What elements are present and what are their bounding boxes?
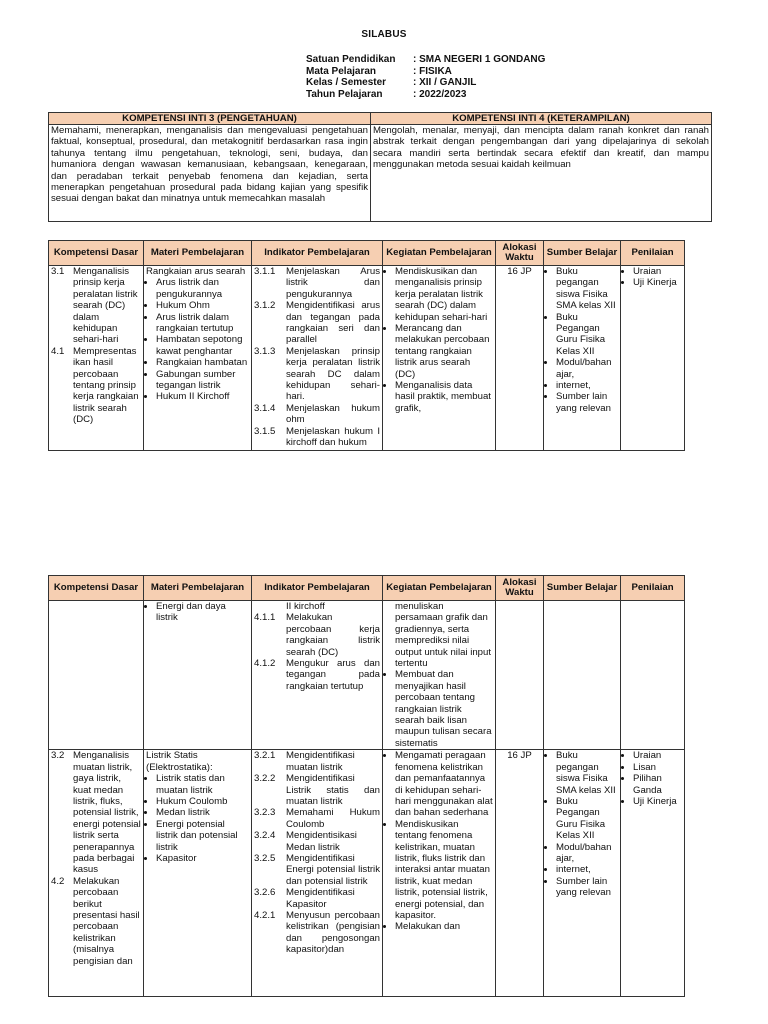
meta-value-tahun: : 2022/2023 [413, 88, 467, 100]
indikator-item: 4.2.1 Menyusun percobaan kelistrikan (pengisian dan pengosongan kapasitor)dan [254, 909, 380, 956]
header-materi: Materi Pembelajaran [144, 241, 252, 266]
indikator-item: 3.2.6 Mengidentifikasi Kapasitor [254, 887, 355, 910]
materi-item: • Energi dan daya listrik [156, 601, 249, 624]
alokasi-cell: 16 JP [496, 266, 544, 451]
materi-cell [144, 601, 252, 750]
penilaian-item: • Uji Kinerja [633, 277, 682, 288]
silabus-table-1 [48, 240, 685, 451]
kegiatan-continued: menuliskan persamaan grafik dan gradiennya, serta memprediksi nilai output untuk nilai input tertentu [395, 601, 492, 670]
kegiatan-cell [383, 266, 496, 451]
penilaian-cell [621, 266, 685, 451]
materi-item: • Medan listrik [156, 807, 249, 818]
materi-intro: Listrik Statis (Elektrostatika): [146, 750, 213, 773]
sumber-item: • internet, [556, 864, 618, 875]
materi-item: • Hukum Ohm [156, 300, 249, 311]
alokasi-cell [496, 601, 544, 750]
indikator-cell [252, 601, 383, 750]
materi-item: • Gabungan sumber tegangan listrik [156, 369, 249, 392]
materi-item: • Hukum Coulomb [156, 796, 249, 807]
materi-cell [144, 266, 252, 451]
meta-value-mapel: : FISIKA [413, 65, 452, 77]
header-indikator: Indikator Pembelajaran [252, 576, 383, 601]
kegiatan-item: • Melakukan dan [395, 921, 493, 932]
ki4-header: KOMPETENSI INTI 4 (KETERAMPILAN) [371, 113, 712, 125]
kd-item: 3.1 Menganalisis prinsip kerja peralatan listrik searah (DC) dalam kehidupan sehari-hari [51, 266, 138, 346]
indikator-item: 3.2.2 Mengidentifikasi Listrik statis dan muatan listrik [254, 773, 380, 807]
penilaian-cell [621, 601, 685, 750]
header-alokasi: Alokasi Waktu [496, 576, 544, 601]
materi-item: • Kapasitor [156, 853, 249, 864]
sumber-cell [544, 601, 621, 750]
sumber-item: • Sumber lain yang relevan [556, 391, 618, 414]
header-sumber: Sumber Belajar [544, 241, 621, 266]
meta-key-tahun: Tahun Pelajaran [306, 88, 383, 100]
sumber-item: • Buku pegangan siswa Fisika SMA kelas XII [556, 750, 618, 796]
indikator-item: 3.2.1 Mengidentifikasi muatan listrik [254, 750, 355, 773]
indikator-item: 3.2.3 Memahami Hukum Coulomb [254, 807, 380, 830]
kegiatan-item: • Membuat dan menyajikan hasil percobaan tentang rangkaian listrik searah baik lisan maupun tulisan secara sistematis [395, 669, 493, 749]
sumber-cell [544, 750, 621, 997]
materi-item: • Rangkaian hambatan [156, 357, 249, 368]
penilaian-item: • Uji Kinerja [633, 796, 682, 807]
kd-item: 3.2 Menganalisis muatan listrik, gaya listrik, kuat medan listrik, fluks, potensial listrik, energi potensial listrik serta penerapannya pada berbagai kasus [51, 750, 141, 876]
header-kegiatan: Kegiatan Pembelajaran [383, 576, 496, 601]
penilaian-item: • Uraian [633, 750, 682, 761]
ki4-text: Mengolah, menalar, menyaji, dan mencipta dalam ranah konkret dan ranah abstrak terkait dengan pengembangan dari yang dipelajarinya di sekolah secara mandiri serta bertindak secara efektif dan kreatif, dan mampu menggunakan metoda sesuai kaidah keilmuan [371, 125, 712, 222]
materi-item: • Hambatan sepotong kawat penghantar [156, 334, 249, 357]
ki3-header: KOMPETENSI INTI 3 (PENGETAHUAN) [49, 113, 371, 125]
header-indikator: Indikator Pembelajaran [252, 241, 383, 266]
meta-key-mapel: Mata Pelajaran [306, 65, 377, 77]
materi-item: • Listrik statis dan muatan listrik [156, 773, 249, 796]
header-penilaian: Penilaian [621, 241, 685, 266]
kegiatan-cell [383, 750, 496, 997]
materi-intro: Rangkaian arus searah [146, 266, 246, 277]
indikator-item: 3.2.5 Mengidentifikasi Energi potensial listrik dan potensial listrik [254, 852, 380, 887]
kegiatan-item: • Merancang dan melakukan percobaan tentang rangkaian listrik arus searah (DC) [395, 323, 493, 380]
alokasi-cell: 16 JP [496, 750, 544, 997]
kd-cell [49, 750, 144, 997]
sumber-item: • Modul/bahan ajar, [556, 842, 618, 865]
page-title: SILABUS [361, 29, 407, 40]
indikator-cell [252, 266, 383, 451]
header-kompetensi-dasar: Kompetensi Dasar [49, 241, 144, 266]
meta-value-satuan: : SMA NEGERI 1 GONDANG [413, 54, 546, 65]
sumber-item: • Modul/bahan ajar, [556, 357, 618, 380]
materi-item: • Energi potensial listrik dan potensial listrik [156, 819, 249, 853]
kegiatan-item: • Menganalisis data hasil praktik, membuat grafik, [395, 380, 493, 414]
kompetensi-inti-table [48, 112, 712, 222]
kd-cell [49, 266, 144, 451]
materi-item: • Hukum II Kirchoff [156, 391, 249, 402]
materi-item: • Arus listrik dan pengukurannya [156, 277, 249, 300]
indikator-item: 3.1.2 Mengidentifikasi arus dan tegangan pada rangkaian seri dan parallel [254, 300, 380, 346]
kd-item: 4.1 Mempresentas ikan hasil percobaan tentang prinsip kerja rangkaian listrik searah (DC) [51, 345, 139, 426]
indikator-item: 4.1.1 Melakukan percobaan kerja rangkaian listrik searah (DC) [254, 612, 380, 658]
meta-key-satuan: Satuan Pendidikan [306, 54, 396, 65]
materi-cell [144, 750, 252, 997]
indikator-item: 3.1.3 Menjelaskan prinsip kerja peralatan listrik searah DC dalam kehidupan sehari-hari. [254, 345, 380, 403]
sumber-cell [544, 266, 621, 451]
penilaian-item: • Uraian [633, 266, 682, 277]
indikator-item: 3.1.5 Menjelaskan hukum I kirchoff dan hukum [254, 425, 380, 449]
silabus-table-2 [48, 575, 685, 997]
header-sumber: Sumber Belajar [544, 576, 621, 601]
indikator-item: 3.1.4 Menjelaskan hukum ohm [254, 402, 380, 426]
sumber-item: • Buku pegangan siswa Fisika SMA kelas XII [556, 266, 618, 312]
meta-value-kelas: : XII / GANJIL [413, 77, 477, 88]
sumber-item: • Buku Pegangan Guru Fisika Kelas XII [556, 312, 618, 358]
header-penilaian: Penilaian [621, 576, 685, 601]
kegiatan-item: • Mendiskusikan dan menganalisis prinsip kerja peralatan listrik searah (DC) dalam kehidupan sehari-hari [395, 266, 493, 323]
indikator-item: 3.1.1 Menjelaskan Arus listrik dan pengukurannya [254, 266, 380, 300]
indikator-continued: II kirchoff [286, 601, 325, 612]
header-kompetensi-dasar: Kompetensi Dasar [49, 576, 144, 601]
kegiatan-item: • Mendiskusikan tentang fenomena kelistrikan, muatan listrik, fluks listrik dan interaksi antar muatan listrik, kuat medan listrik, potensial listrik, energi potensial, dan kapasitor. [395, 819, 493, 922]
kegiatan-item: • Mengamati peragaan fenomena kelistrikan dan pemanfaatannya di kehidupan sehari-hari menggunakan alat dan bahan sederhana [395, 750, 493, 818]
kd-item: 4.2 Melakukan percobaan berikut presentasi hasil percobaan kelistrikan (misalnya pengisian dan [51, 875, 140, 967]
kd-cell [49, 601, 144, 750]
ki3-text: Memahami, menerapkan, menganalisis dan mengevaluasi pengetahuan faktual, konseptual, prosedural, dan metakognitif berdasarkan rasa ingin tahunya tentang ilmu pengetahuan, teknologi, seni, budaya, dan humaniora dengan wawasan kemanusiaan, kebangsaan, kenegaraan, dan peradaban terkait penyebab fenomena dan kejadian, serta menerapkan pengetahuan prosedural pada bidang kajian yang spesifik sesuai dengan bakat dan minatnya untuk memecahkan masalah [49, 125, 371, 222]
indikator-item: 4.1.2 Mengukur arus dan tegangan pada rangkaian tertutup [254, 658, 380, 692]
penilaian-cell [621, 750, 685, 997]
indikator-cell [252, 750, 383, 997]
penilaian-item: • Pilihan Ganda [633, 773, 682, 796]
sumber-item: • Buku Pegangan Guru Fisika Kelas XII [556, 796, 618, 842]
penilaian-item: • Lisan [633, 762, 682, 773]
kegiatan-cell [383, 601, 496, 750]
header-materi: Materi Pembelajaran [144, 576, 252, 601]
header-kegiatan: Kegiatan Pembelajaran [383, 241, 496, 266]
sumber-item: • internet, [556, 380, 618, 391]
materi-item: • Arus listrik dalam rangkaian tertutup [156, 312, 249, 335]
sumber-item: • Sumber lain yang relevan [556, 876, 618, 899]
indikator-item: 3.2.4 Mengidentisikasi Medan listrik [254, 830, 357, 853]
meta-key-kelas: Kelas / Semester [306, 77, 387, 88]
header-alokasi: Alokasi Waktu [496, 241, 544, 266]
